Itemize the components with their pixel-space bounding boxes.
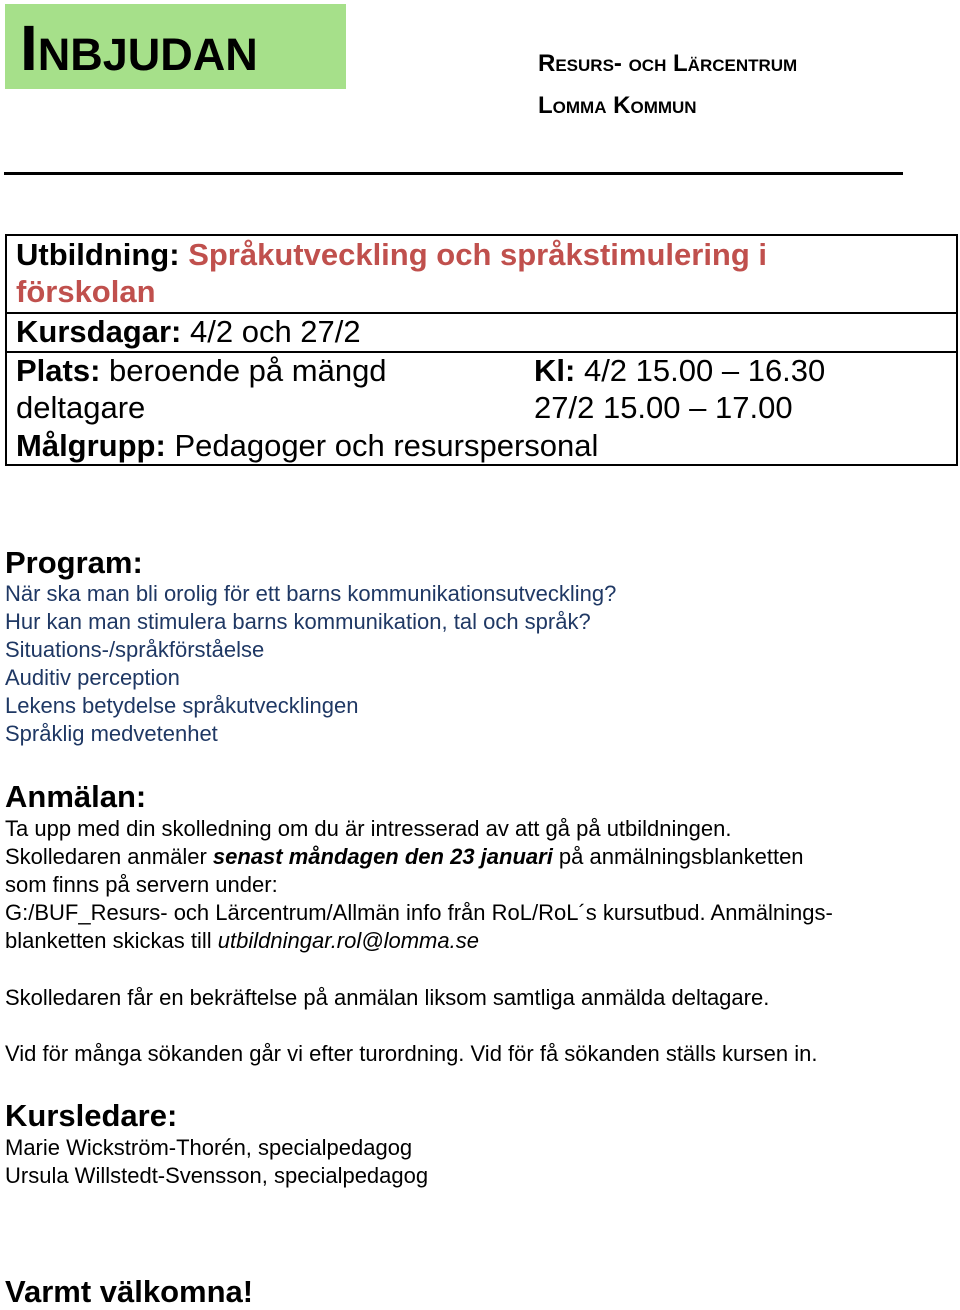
course-info-table xyxy=(5,234,958,466)
plats-value-cont: deltagare xyxy=(16,390,146,425)
utbildning-value-cont: förskolan xyxy=(16,274,156,309)
org-name-line1: Resurs- och Lärcentrum xyxy=(538,50,798,77)
kl-row xyxy=(534,352,825,390)
order-paragraph: Vid för många sökanden går vi efter turordning. Vid för få sökanden ställs kursen in. xyxy=(5,1041,818,1066)
plats-row xyxy=(16,352,387,390)
page-title: Inbjudan xyxy=(20,12,258,84)
program-item: Lekens betydelse språkutvecklingen xyxy=(5,693,359,718)
kl-value: 4/2 15.00 – 16.30 xyxy=(583,353,826,388)
malgrupp-value: Pedagoger och resurspersonal xyxy=(174,428,599,463)
program-item: När ska man bli orolig för ett barns kommunikationsutveckling? xyxy=(5,581,617,606)
kl-value-cont: 27/2 15.00 – 17.00 xyxy=(534,390,793,425)
utbildning-row xyxy=(16,236,767,274)
kursdagar-row xyxy=(16,313,361,351)
kursdagar-label: Kursdagar: xyxy=(16,314,182,349)
plats-label: Plats: xyxy=(16,353,101,388)
malgrupp-label: Målgrupp: xyxy=(16,428,166,463)
confirmation-paragraph: Skolledaren får en bekräftelse på anmälan liksom samtliga anmälda deltagare. xyxy=(5,985,770,1010)
anmalan-text: på anmälningsblanketten xyxy=(552,844,804,869)
anmalan-heading: Anmälan: xyxy=(5,779,147,814)
anmalan-text: Skolledaren anmäler xyxy=(5,844,213,869)
anmalan-line: Ta upp med din skolledning om du är intresserad av att gå på utbildningen. xyxy=(5,816,732,841)
deadline-text: senast måndagen den 23 januari xyxy=(212,844,553,869)
program-item: Språklig medvetenhet xyxy=(5,721,218,746)
anmalan-email-line xyxy=(5,927,479,955)
utbildning-value: Språkutveckling och språkstimulering i xyxy=(188,237,768,272)
kursdagar-value: 4/2 och 27/2 xyxy=(190,314,361,349)
kursledare-heading: Kursledare: xyxy=(5,1098,178,1133)
kursledare-name: Ursula Willstedt-Svensson, specialpedagog xyxy=(5,1163,429,1188)
plats-value: beroende på mängd xyxy=(109,353,387,388)
anmalan-text: blanketten skickas till xyxy=(5,928,218,953)
utbildning-label: Utbildning: xyxy=(16,237,180,272)
program-item: Hur kan man stimulera barns kommunikation, tal och språk? xyxy=(5,609,591,634)
org-name-line2: Lomma Kommun xyxy=(538,92,697,119)
kursledare-name: Marie Wickström-Thorén, specialpedagog xyxy=(5,1135,413,1160)
email-address: utbildningar.rol@lomma.se xyxy=(217,928,479,953)
kl-label: Kl: xyxy=(534,353,576,388)
malgrupp-row xyxy=(16,427,598,465)
server-path-line: G:/BUF_Resurs- och Lärcentrum/Allmän info från RoL/RoL´s kursutbud. Anmälnings- xyxy=(5,900,833,925)
anmalan-line: som finns på servern under: xyxy=(5,872,278,897)
header-divider xyxy=(4,172,903,175)
closing-greeting: Varmt välkomna! xyxy=(5,1274,254,1309)
program-heading: Program: xyxy=(5,545,143,580)
program-item: Situations-/språkförståelse xyxy=(5,637,265,662)
program-item: Auditiv perception xyxy=(5,665,180,690)
anmalan-deadline-line xyxy=(5,843,804,871)
